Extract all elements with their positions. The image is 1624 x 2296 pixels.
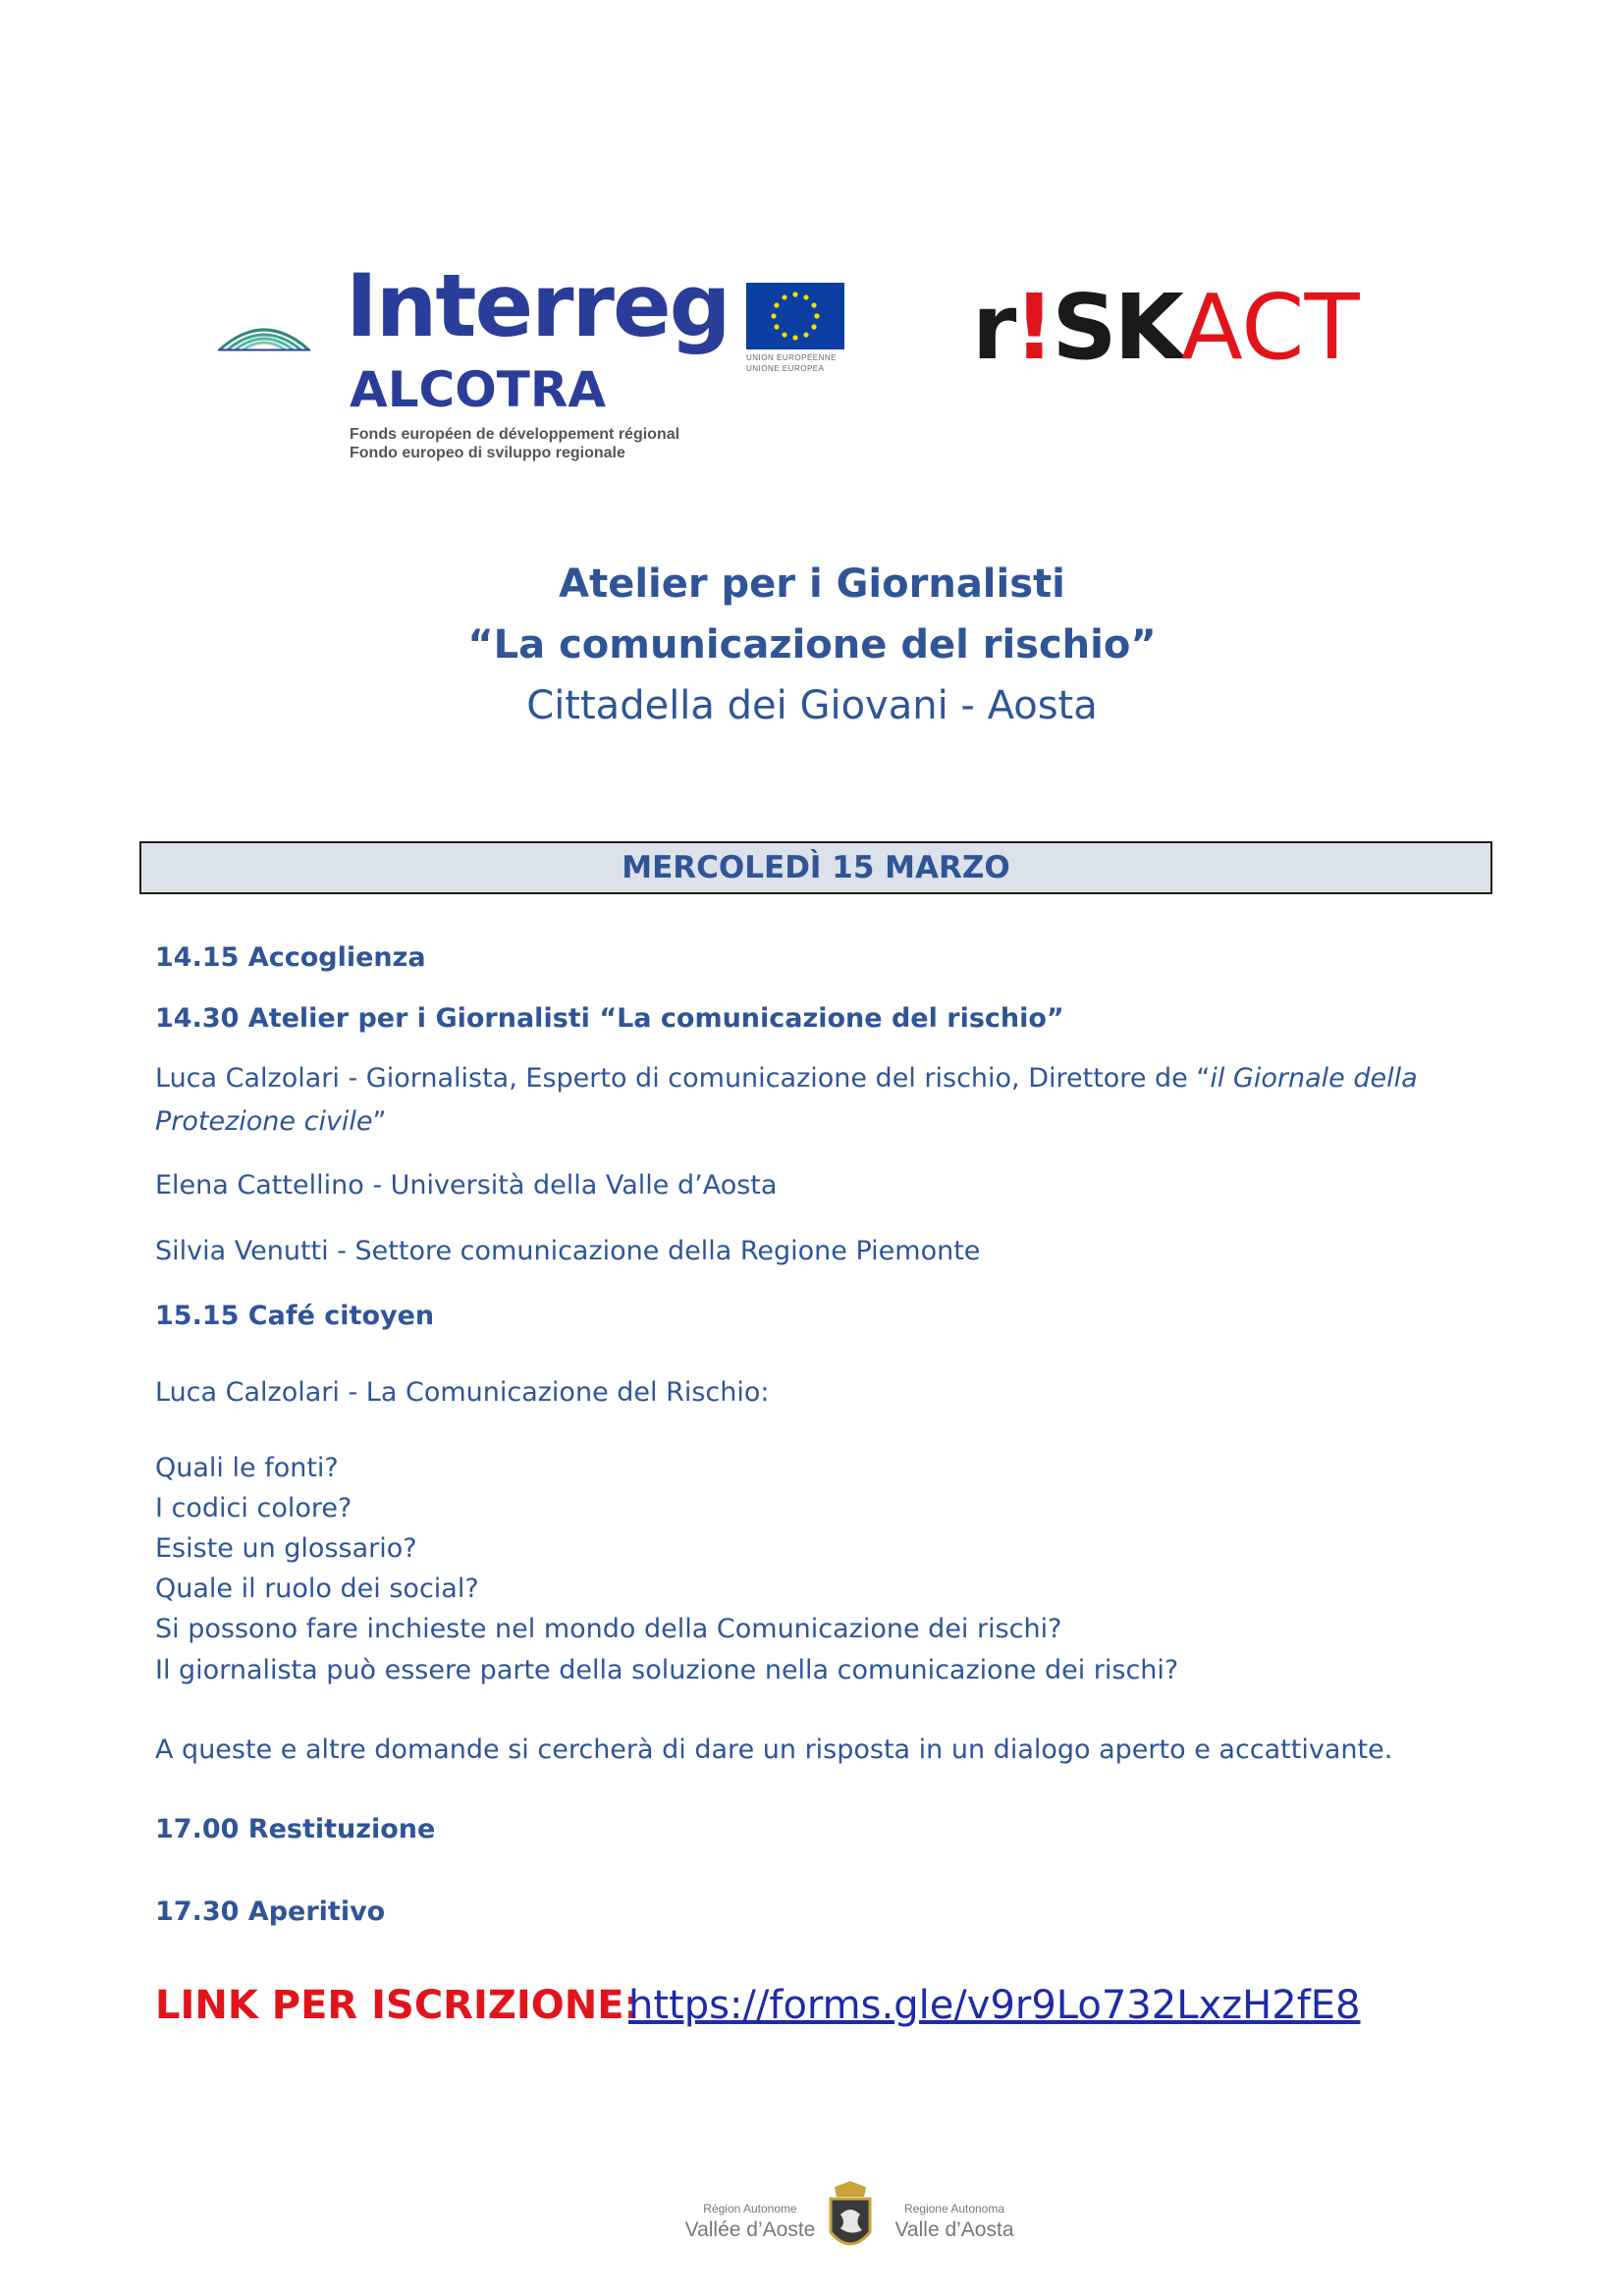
eu-star-icon <box>782 294 786 299</box>
closing-quote: ” <box>372 1106 387 1137</box>
page-title: Atelier per i Giornalisti <box>559 561 1065 607</box>
publication-name-part-1: il Giornale della <box>1210 1063 1418 1094</box>
question-item: Si possono fare inchieste nel mondo della Comunicazione dei rischi? <box>155 1614 1062 1644</box>
eu-star-icon <box>803 294 808 299</box>
alcotra-wordmark: ALCOTRA <box>350 361 607 418</box>
question-item: Il giornalista può essere parte della soluzione nella comunicazione dei rischi? <box>155 1655 1179 1685</box>
region-fr-line-2: Vallée d’Aoste <box>684 2218 816 2241</box>
region-fr-line-1: Région Autonome <box>703 2202 797 2216</box>
eu-star-icon <box>792 292 797 296</box>
eu-star-icon <box>771 313 776 318</box>
riskact-logo-bang: ! <box>1013 275 1053 380</box>
speaker-3: Silvia Venutti - Settore comunicazione della Regione Piemonte <box>155 1236 981 1266</box>
eu-caption-fr: UNION EUROPÉENNE <box>746 353 838 362</box>
question-item: Quali le fonti? <box>155 1453 339 1483</box>
speaker-1-line-1 <box>155 1065 1418 1092</box>
riskact-logo <box>972 275 1360 380</box>
agenda-welcome: 14.15 Accoglienza <box>155 942 426 973</box>
speaker-1-line-2 <box>155 1108 387 1135</box>
registration-label: LINK PER ISCRIZIONE: <box>155 1983 640 2028</box>
eu-star-icon <box>774 302 779 307</box>
region-it-line-1: Regione Autonoma <box>903 2202 1005 2216</box>
cafe-intro: Luca Calzolari - La Comunicazione del Rischio: <box>155 1377 770 1408</box>
eu-star-icon <box>811 302 816 307</box>
agenda-restitution: 17.00 Restituzione <box>155 1814 436 1844</box>
date-banner: MERCOLEDÌ 15 MARZO <box>139 841 1492 894</box>
region-footer-logo <box>681 2177 1035 2266</box>
eu-star-icon <box>774 324 779 329</box>
question-item: Quale il ruolo dei social? <box>155 1574 479 1604</box>
agenda-atelier: 14.30 Atelier per i Giornalisti “La comunicazione del rischio” <box>155 1003 1064 1034</box>
eu-star-icon <box>803 332 808 337</box>
fund-caption-it: Fondo europeo di sviluppo regionale <box>350 445 625 461</box>
riskact-logo-sk: SK <box>1052 275 1181 380</box>
agenda-aperitif: 17.30 Aperitivo <box>155 1896 386 1927</box>
eu-star-icon <box>811 324 816 329</box>
eu-star-icon <box>782 332 786 337</box>
region-it-line-2: Valle d’Aosta <box>894 2218 1014 2241</box>
question-item: Esiste un glossario? <box>155 1533 417 1564</box>
publication-name-part-2: Protezione civile <box>155 1106 373 1137</box>
mountain-logo-icon <box>218 316 310 351</box>
agenda-cafe: 15.15 Café citoyen <box>155 1301 435 1331</box>
question-item: I codici colore? <box>155 1493 352 1523</box>
interreg-wordmark: Interreg <box>346 255 730 356</box>
registration-link[interactable]: https://forms.gle/v9r9Lo732LxzH2fE8 <box>628 1983 1361 2028</box>
fund-caption-fr: Fonds européen de développement régional <box>350 426 680 443</box>
closing-note: A queste e altre domande si cercherà di dare un risposta in un dialogo aperto e accattivante. <box>155 1735 1393 1765</box>
page-subtitle: “La comunicazione del rischio” <box>467 622 1157 667</box>
speaker-2: Elena Cattellino - Università della Valle d’Aosta <box>155 1170 778 1201</box>
eu-caption-it: UNIONE EUROPEA <box>746 364 825 373</box>
eu-star-icon <box>792 335 797 340</box>
coat-of-arms-icon <box>831 2181 870 2244</box>
event-location: Cittadella dei Giovani - Aosta <box>526 683 1098 728</box>
speaker-1-text: Luca Calzolari - Giornalista, Esperto di comunicazione del rischio, Direttore de “ <box>155 1063 1211 1094</box>
riskact-logo-r: r <box>972 275 1014 380</box>
eu-star-icon <box>814 313 819 318</box>
eu-flag-icon <box>746 283 844 349</box>
riskact-logo-act: ACT <box>1180 275 1360 380</box>
